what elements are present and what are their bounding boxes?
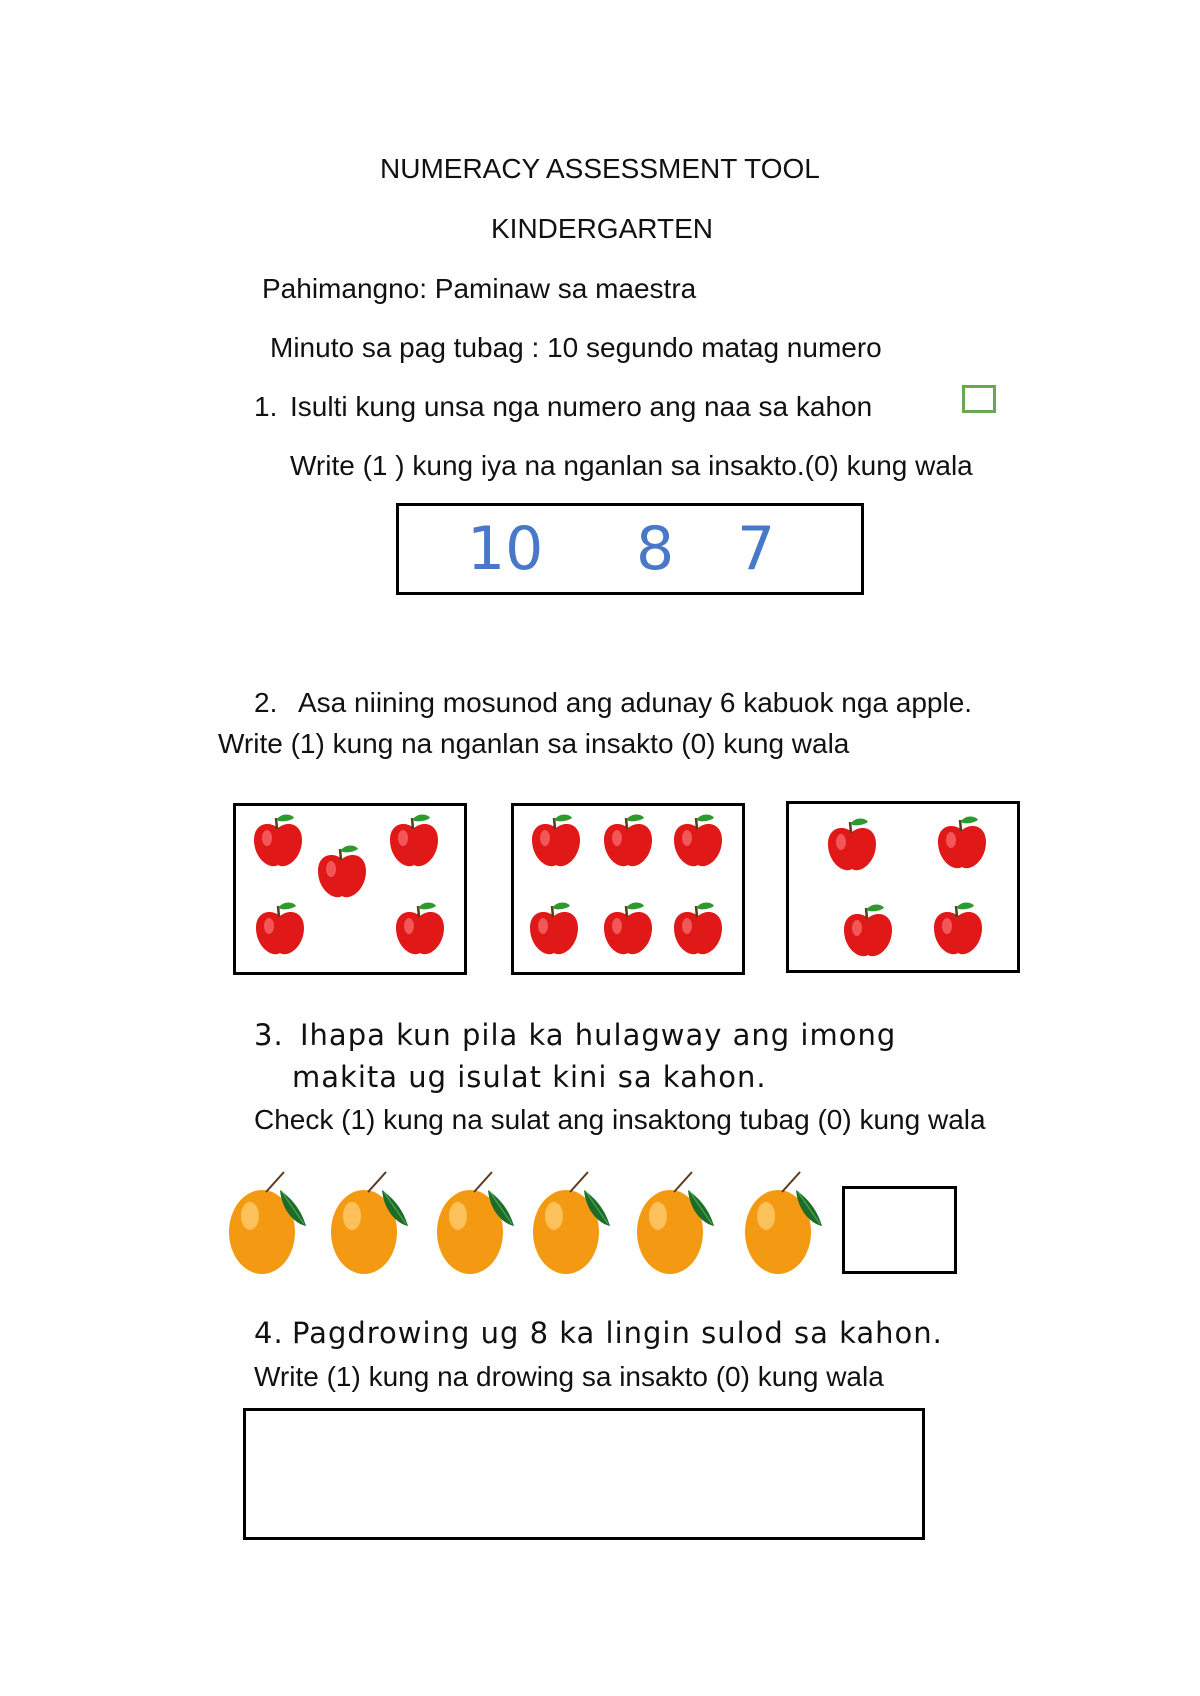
apple-icon xyxy=(600,900,656,958)
q4-drawing-box[interactable] xyxy=(243,1408,925,1540)
apple-icon xyxy=(930,900,986,958)
orange-icon xyxy=(530,1166,616,1278)
q3-answer-box[interactable] xyxy=(842,1186,957,1274)
q2-question: Asa niining mosunod ang adunay 6 kabuok nga apple. xyxy=(298,687,973,718)
page-subtitle: KINDERGARTEN xyxy=(491,213,713,244)
q1-question: Isulti kung unsa nga numero ang naa sa kahon xyxy=(290,391,873,422)
orange-icon xyxy=(226,1166,312,1278)
apple-icon xyxy=(250,812,306,870)
apple-icon xyxy=(252,900,308,958)
page-title: NUMERACY ASSESSMENT TOOL xyxy=(380,153,820,184)
apple-icon xyxy=(528,812,584,870)
q2-scoring: Write (1) kung na nganlan sa insakto (0) kung wala xyxy=(218,728,850,759)
apple-icon xyxy=(670,812,726,870)
apple-icon xyxy=(840,902,896,960)
q3-number: 3. xyxy=(254,1018,284,1052)
apple-icon xyxy=(386,812,442,870)
q4-number: 4. xyxy=(254,1316,284,1350)
apple-icon xyxy=(526,900,582,958)
q1-checkbox[interactable] xyxy=(962,385,996,413)
q1-number: 1. xyxy=(254,391,278,422)
q3-scoring: Check (1) kung na sulat ang insaktong tubag (0) kung wala xyxy=(254,1104,986,1135)
q3-question-line2: makita ug isulat kini sa kahon. xyxy=(292,1060,767,1094)
instruction-text: Pahimangno: Paminaw sa maestra xyxy=(262,273,697,304)
apple-icon xyxy=(392,900,448,958)
apple-icon xyxy=(670,900,726,958)
q3-question-line1: Ihapa kun pila ka hulagway ang imong xyxy=(300,1018,897,1052)
orange-icon xyxy=(742,1166,828,1278)
apple-icon xyxy=(824,816,880,874)
q1-number-1: 10 xyxy=(467,514,544,584)
q4-scoring: Write (1) kung na drowing sa insakto (0) kung wala xyxy=(254,1361,884,1392)
q1-number-2: 8 xyxy=(636,514,675,584)
orange-icon xyxy=(328,1166,414,1278)
q1-scoring: Write (1 ) kung iya na nganlan sa insakto.(0) kung wala xyxy=(290,450,973,481)
apple-icon xyxy=(314,843,370,901)
orange-icon xyxy=(434,1166,520,1278)
apple-icon xyxy=(934,814,990,872)
q1-number-3: 7 xyxy=(737,514,776,584)
q4-question: Pagdrowing ug 8 ka lingin sulod sa kahon. xyxy=(292,1316,943,1350)
q1-number-box xyxy=(396,503,864,595)
orange-icon xyxy=(634,1166,720,1278)
apple-icon xyxy=(600,812,656,870)
q2-number: 2. xyxy=(254,687,278,718)
time-limit-text: Minuto sa pag tubag : 10 segundo matag numero xyxy=(270,332,882,363)
